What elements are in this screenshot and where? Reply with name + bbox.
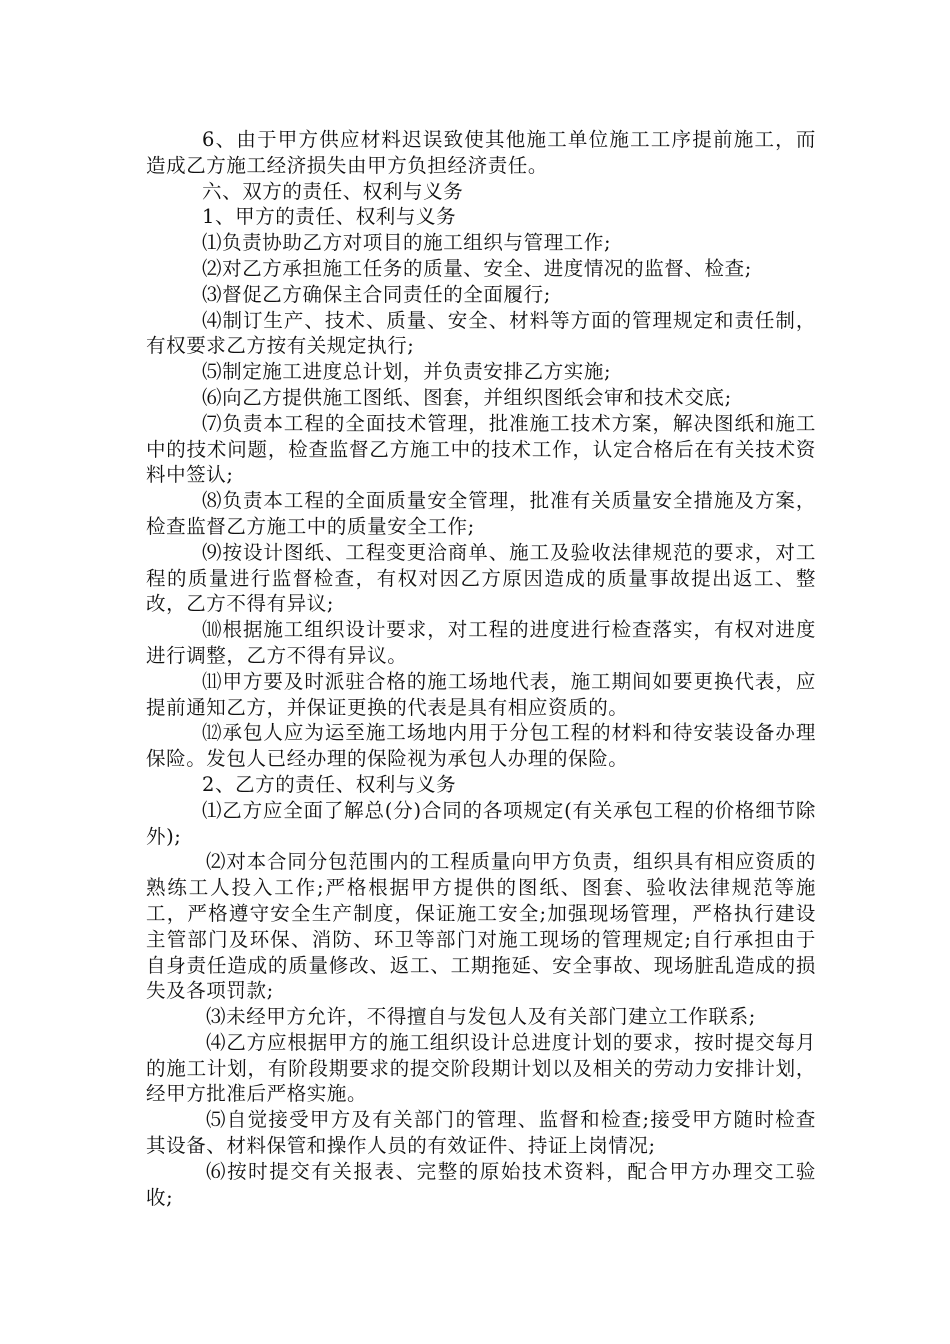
paragraph-a-10: ⑽根据施工组织设计要求，对工程的进度进行检查落实，有权对进度进行调整，乙方不得有异议。	[146, 618, 816, 667]
paragraph-b-1: ⑴乙方应全面了解总(分)合同的各项规定(有关承包工程的价格细节除外);	[146, 798, 816, 848]
paragraph-b-2: ⑵对本合同分包范围内的工程质量向甲方负责，组织具有相应资质的熟练工人投入工作;严格根据甲方提供的图纸、图套、验收法律规范等施工，严格遵守安全生产制度，保证施工安全;加强现场管理，严格执行建设主管部门及环保、消防、环卫等部门对施工现场的管理规定;自行承担由于自身责任造成的质量修改、返工、工期拖延、安全事故、现场脏乱造成的损失及各项罚款;	[146, 850, 816, 1003]
paragraph-b-3: ⑶未经甲方允许，不得擅自与发包人及有关部门建立工作联系;	[206, 1005, 756, 1029]
document-body	[146, 127, 816, 1210]
paragraph-item-6: 6、由于甲方供应材料迟误致使其他施工单位施工工序提前施工，而造成乙方施工经济损失由甲方负担经济责任。	[146, 128, 816, 177]
subsection-heading-party-a: 1、甲方的责任、权利与义务	[202, 205, 457, 229]
paragraph-a-2: ⑵对乙方承担施工任务的质量、安全、进度情况的监督、检查;	[202, 256, 752, 280]
paragraph-b-4: ⑷乙方应根据甲方的施工组织设计总进度计划的要求，按时提交每月的施工计划，有阶段期要求的提交阶段期计划以及相关的劳动力安排计划，经甲方批准后严格实施。	[146, 1030, 816, 1106]
paragraph-a-8: ⑻负责本工程的全面质量安全管理，批准有关质量安全措施及方案，检查监督乙方施工中的质量安全工作;	[146, 489, 816, 538]
paragraph-a-5: ⑸制定施工进度总计划，并负责安排乙方实施;	[202, 360, 612, 384]
paragraph-a-9: ⑼按设计图纸、工程变更洽商单、施工及验收法律规范的要求，对工程的质量进行监督检查，有权对因乙方原因造成的质量事故提出返工、整改，乙方不得有异议;	[146, 540, 816, 616]
paragraph-a-11: ⑾甲方要及时派驻合格的施工场地代表，施工期间如要更换代表，应提前通知乙方，并保证更换的代表是具有相应资质的。	[146, 669, 816, 719]
subsection-heading-party-b: 2、乙方的责任、权利与义务	[202, 772, 457, 796]
paragraph-a-1: ⑴负责协助乙方对项目的施工组织与管理工作;	[202, 231, 612, 255]
paragraph-a-7: ⑺负责本工程的全面技术管理，批准施工技术方案，解决图纸和施工中的技术问题，检查监督乙方施工中的技术工作，认定合格后在有关技术资料中签认;	[146, 411, 816, 487]
paragraph-b-6: ⑹按时提交有关报表、完整的原始技术资料，配合甲方办理交工验收;	[146, 1159, 816, 1209]
section-heading-responsibilities: 六、双方的责任、权利与义务	[202, 179, 464, 203]
paragraph-b-5: ⑸自觉接受甲方及有关部门的管理、监督和检查;接受甲方随时检查其设备、材料保管和操作人员的有效证件、持证上岗情况;	[146, 1108, 816, 1158]
paragraph-a-12: ⑿承包人应为运至施工场地内用于分包工程的材料和待安装设备办理保险。发包人已经办理的保险视为承包人办理的保险。	[146, 721, 816, 771]
paragraph-a-6: ⑹向乙方提供施工图纸、图套，并组织图纸会审和技术交底;	[202, 385, 732, 409]
paragraph-a-3: ⑶督促乙方确保主合同责任的全面履行;	[202, 282, 551, 306]
paragraph-a-4: ⑷制订生产、技术、质量、安全、材料等方面的管理规定和责任制，有权要求乙方按有关规定执行;	[146, 308, 816, 358]
